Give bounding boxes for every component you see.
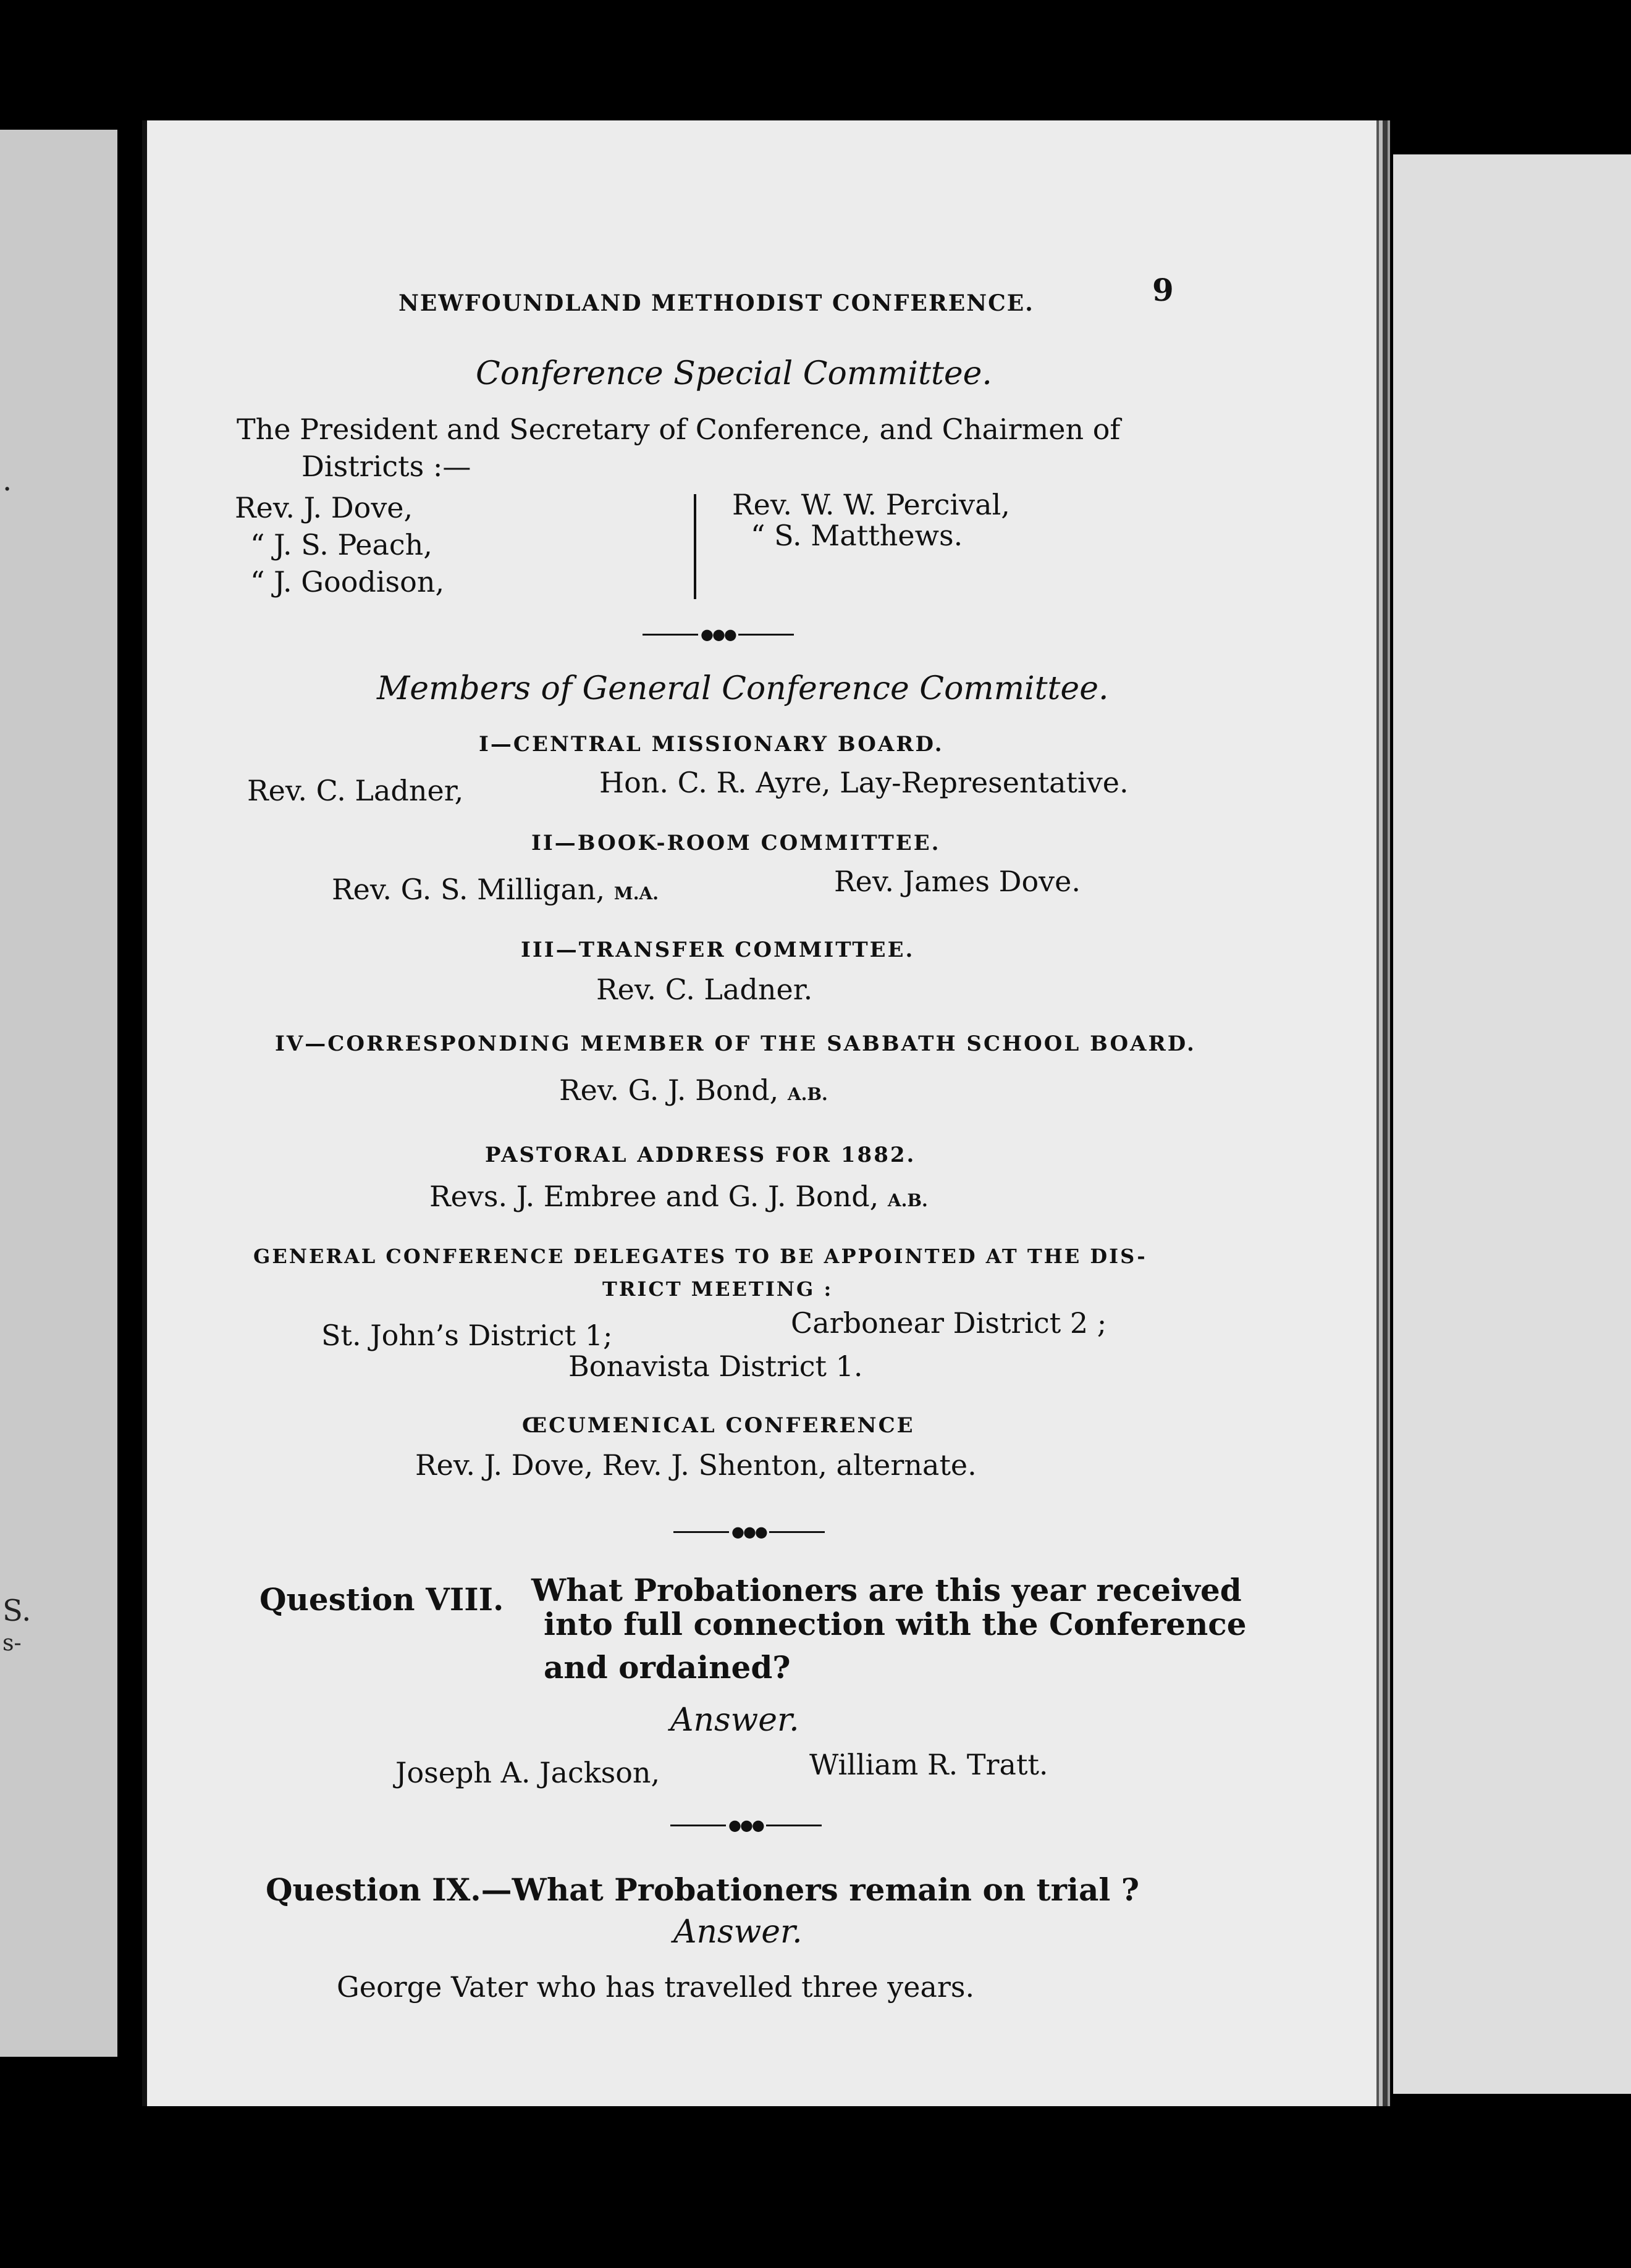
degree-label: A.B. [787,1084,828,1104]
special-committee-member: “ J. Goodison, [250,565,445,598]
section-heading: PASTORAL ADDRESS FOR 1882. [485,1143,916,1167]
left-page-fragment: S. [2,1594,32,1628]
section-heading: ŒCUMENICAL CONFERENCE [522,1413,915,1438]
section-heading: I—CENTRAL MISSIONARY BOARD. [479,732,944,757]
answer-text: George Vater who has travelled three years. [337,1970,975,2004]
left-page-fragment: . [2,463,12,498]
answer-label: Answer. [670,1702,799,1739]
committee-member: Rev. James Dove. [834,865,1081,898]
committee-member [332,873,659,906]
left-page-fragment: s- [2,1631,22,1656]
degree-label: M.A. [613,883,659,904]
committee-member: Rev. J. Dove, Rev. J. Shenton, alternate. [415,1448,977,1482]
special-committee-member: “ J. S. Peach, [250,528,432,561]
section-ornament: ●●● [673,1521,825,1542]
section-heading: GENERAL CONFERENCE DELEGATES TO BE APPOINTED AT THE DIS- [253,1245,1147,1268]
question-label: Question VIII. [259,1581,504,1618]
delegate-allocation: Bonavista District 1. [568,1350,863,1383]
question-text: What Probationers are this year received [531,1572,1242,1608]
question-text: into full connection with the Conference [544,1606,1247,1642]
member-name: Rev. G. S. Milligan, [332,873,605,906]
special-committee-member: “ S. Matthews. [751,519,963,552]
committee-member [429,1180,928,1213]
committee-member: Rev. C. Ladner, [247,774,464,807]
column-divider [694,494,696,599]
answer-label: Answer. [673,1913,803,1951]
section-ornament: ●●● [670,1815,822,1836]
section-heading: II—BOOK-ROOM COMMITTEE. [531,831,941,855]
question-number: Question IX.— [266,1871,512,1908]
member-names: Revs. J. Embree and G. J. Bond, [429,1180,879,1213]
special-committee-member: Rev. J. Dove, [235,491,413,524]
section-heading: TRICT MEETING : [602,1277,833,1301]
running-title: NEWFOUNDLAND METHODIST CONFERENCE. [398,290,1034,316]
committee-member: Hon. C. R. Ayre, Lay-Representative. [599,766,1129,799]
delegate-allocation: Carbonear District 2 ; [791,1306,1107,1340]
degree-label: A.B. [887,1190,928,1211]
committee-member: Rev. C. Ladner. [596,973,813,1006]
right-page-edge [1393,154,1631,2094]
member-name: Rev. G. J. Bond, [559,1073,779,1107]
general-committee-title: Members of General Conference Committee. [377,670,1109,707]
section-ornament: ●●● [643,624,794,645]
special-committee-title: Conference Special Committee. [476,355,992,392]
special-committee-member: Rev. W. W. Percival, [732,488,1010,521]
section-heading: III—TRANSFER COMMITTEE. [521,938,915,962]
question-label [266,1871,1139,1908]
delegate-allocation: St. John’s District 1; [321,1319,613,1352]
page-number: 9 [1152,272,1174,308]
answer-name: William R. Tratt. [809,1748,1048,1781]
committee-member [559,1073,828,1107]
question-text: What Probationers remain on trial ? [512,1871,1140,1908]
left-page-edge [0,130,117,2057]
question-text: and ordained? [544,1649,791,1686]
answer-name: Joseph A. Jackson, [395,1756,660,1789]
section-heading: IV—CORRESPONDING MEMBER OF THE SABBATH SCHOOL BOARD. [275,1031,1196,1056]
special-committee-intro-line2: Districts :— [301,450,471,483]
special-committee-intro-line1: The President and Secretary of Conference, and Chairmen of [237,413,1121,446]
